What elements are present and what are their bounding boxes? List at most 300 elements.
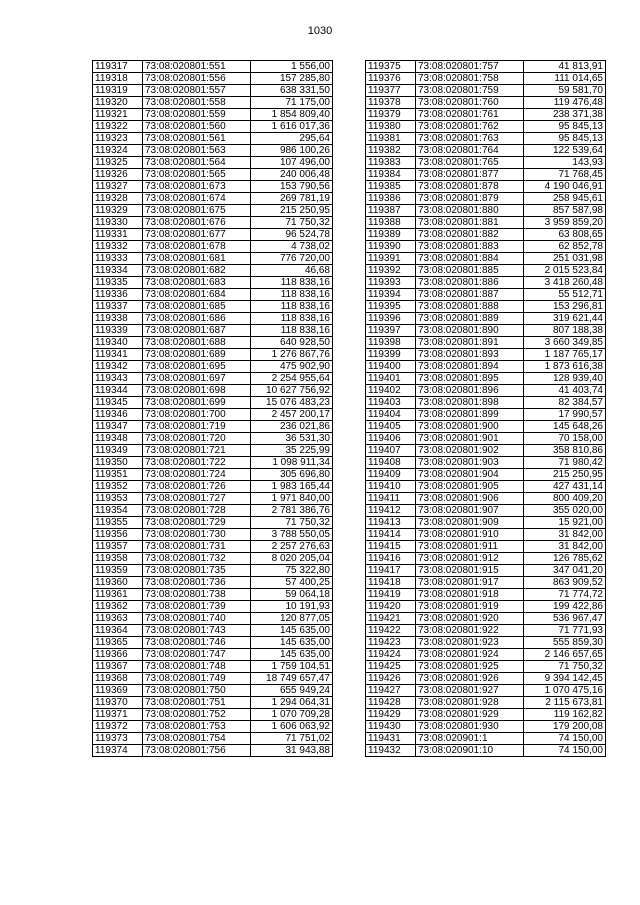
table-row (93, 565, 333, 577)
cadastral-number-cell: 73:08:020801:886 (416, 277, 524, 289)
table-row (93, 97, 333, 109)
table-row (93, 421, 333, 433)
table-row (366, 217, 606, 229)
cadastral-number-cell: 73:08:020801:721 (143, 445, 251, 457)
cadastral-number-cell: 73:08:020801:879 (416, 193, 524, 205)
cadastral-value-cell: 1 854 809,40 (251, 109, 333, 121)
cadastral-number-cell: 73:08:020801:880 (416, 205, 524, 217)
cadastral-number-cell: 73:08:020801:727 (143, 493, 251, 505)
row-number-cell: 119377 (366, 85, 416, 97)
cadastral-number-cell: 73:08:020801:894 (416, 361, 524, 373)
cadastral-value-cell: 1 616 017,36 (251, 121, 333, 133)
table-row (366, 73, 606, 85)
cadastral-value-cell: 70 158,00 (524, 433, 606, 445)
table-row (366, 709, 606, 721)
cadastral-number-cell: 73:08:020801:765 (416, 157, 524, 169)
table-row (366, 553, 606, 565)
cadastral-value-cell: 10 191,93 (251, 601, 333, 613)
cadastral-value-cell: 95 845,13 (524, 121, 606, 133)
cadastral-number-cell: 73:08:020801:761 (416, 109, 524, 121)
row-number-cell: 119421 (366, 613, 416, 625)
cadastral-number-cell: 73:08:020801:758 (416, 73, 524, 85)
table-row (93, 409, 333, 421)
table-row (93, 349, 333, 361)
row-number-cell: 119333 (93, 253, 143, 265)
cadastral-number-cell: 73:08:020801:697 (143, 373, 251, 385)
row-number-cell: 119388 (366, 217, 416, 229)
row-number-cell: 119355 (93, 517, 143, 529)
table-row (93, 301, 333, 313)
table-row (366, 541, 606, 553)
table-row (366, 169, 606, 181)
cadastral-value-cell: 118 838,16 (251, 325, 333, 337)
cadastral-number-cell: 73:08:020801:563 (143, 145, 251, 157)
cadastral-value-cell: 71 750,32 (524, 661, 606, 673)
cadastral-value-cell: 1 098 911,34 (251, 457, 333, 469)
cadastral-value-cell: 17 990,57 (524, 409, 606, 421)
table-row (366, 613, 606, 625)
cadastral-number-cell: 73:08:020801:684 (143, 289, 251, 301)
row-number-cell: 119396 (366, 313, 416, 325)
table-row (366, 733, 606, 745)
table-row (93, 193, 333, 205)
cadastral-value-cell: 74 150,00 (524, 733, 606, 745)
cadastral-number-cell: 73:08:020801:564 (143, 157, 251, 169)
cadastral-number-cell: 73:08:020801:760 (416, 97, 524, 109)
row-number-cell: 119387 (366, 205, 416, 217)
cadastral-value-cell: 358 810,86 (524, 445, 606, 457)
cadastral-value-cell: 15 921,00 (524, 517, 606, 529)
row-number-cell: 119385 (366, 181, 416, 193)
table-row (366, 565, 606, 577)
cadastral-number-cell: 73:08:020801:699 (143, 397, 251, 409)
row-number-cell: 119423 (366, 637, 416, 649)
cadastral-number-cell: 73:08:020801:551 (143, 61, 251, 73)
cadastral-number-cell: 73:08:020801:883 (416, 241, 524, 253)
table-row (93, 673, 333, 685)
cadastral-value-cell: 119 162,82 (524, 709, 606, 721)
cadastral-value-cell: 18 749 657,47 (251, 673, 333, 685)
cadastral-number-cell: 73:08:020801:732 (143, 553, 251, 565)
cadastral-value-cell: 118 838,16 (251, 289, 333, 301)
cadastral-value-cell: 319 621,44 (524, 313, 606, 325)
row-number-cell: 119342 (93, 361, 143, 373)
cadastral-value-table-left (92, 60, 333, 757)
cadastral-value-cell: 238 371,38 (524, 109, 606, 121)
row-number-cell: 119410 (366, 481, 416, 493)
row-number-cell: 119427 (366, 685, 416, 697)
row-number-cell: 119369 (93, 685, 143, 697)
row-number-cell: 119425 (366, 661, 416, 673)
cadastral-value-cell: 31 842,00 (524, 529, 606, 541)
row-number-cell: 119321 (93, 109, 143, 121)
table-row (366, 721, 606, 733)
cadastral-number-cell: 73:08:020801:688 (143, 337, 251, 349)
row-number-cell: 119381 (366, 133, 416, 145)
table-row (93, 649, 333, 661)
cadastral-number-cell: 73:08:020801:682 (143, 265, 251, 277)
cadastral-number-cell: 73:08:020801:912 (416, 553, 524, 565)
row-number-cell: 119336 (93, 289, 143, 301)
row-number-cell: 119328 (93, 193, 143, 205)
table-row (93, 217, 333, 229)
table-row (93, 109, 333, 121)
cadastral-number-cell: 73:08:020801:686 (143, 313, 251, 325)
cadastral-value-cell: 15 076 483,23 (251, 397, 333, 409)
row-number-cell: 119324 (93, 145, 143, 157)
table-row (93, 121, 333, 133)
table-row (93, 373, 333, 385)
cadastral-value-cell: 63 808,65 (524, 229, 606, 241)
cadastral-value-cell: 3 660 349,85 (524, 337, 606, 349)
cadastral-number-cell: 73:08:020801:746 (143, 637, 251, 649)
cadastral-value-cell: 347 041,20 (524, 565, 606, 577)
cadastral-number-cell: 73:08:020801:763 (416, 133, 524, 145)
cadastral-number-cell: 73:08:020801:700 (143, 409, 251, 421)
row-number-cell: 119340 (93, 337, 143, 349)
cadastral-number-cell: 73:08:020801:743 (143, 625, 251, 637)
table-row (366, 445, 606, 457)
table-row (93, 205, 333, 217)
cadastral-number-cell: 73:08:020801:698 (143, 385, 251, 397)
row-number-cell: 119389 (366, 229, 416, 241)
cadastral-value-cell: 9 394 142,45 (524, 673, 606, 685)
table-row (366, 265, 606, 277)
cadastral-value-cell: 35 225,99 (251, 445, 333, 457)
cadastral-number-cell: 73:08:020801:565 (143, 169, 251, 181)
cadastral-number-cell: 73:08:020901:1 (416, 733, 524, 745)
cadastral-value-cell: 31 842,00 (524, 541, 606, 553)
table-row (366, 649, 606, 661)
cadastral-number-cell: 73:08:020801:675 (143, 205, 251, 217)
table-row (93, 289, 333, 301)
cadastral-value-cell: 59 581,70 (524, 85, 606, 97)
table-row (366, 337, 606, 349)
row-number-cell: 119418 (366, 577, 416, 589)
cadastral-value-cell: 145 635,00 (251, 625, 333, 637)
row-number-cell: 119357 (93, 541, 143, 553)
cadastral-value-cell: 857 587,98 (524, 205, 606, 217)
row-number-cell: 119332 (93, 241, 143, 253)
row-number-cell: 119375 (366, 61, 416, 73)
row-number-cell: 119432 (366, 745, 416, 757)
row-number-cell: 119331 (93, 229, 143, 241)
table-row (93, 709, 333, 721)
cadastral-number-cell: 73:08:020801:877 (416, 169, 524, 181)
cadastral-value-cell: 240 006,48 (251, 169, 333, 181)
cadastral-number-cell: 73:08:020801:889 (416, 313, 524, 325)
row-number-cell: 119380 (366, 121, 416, 133)
row-number-cell: 119413 (366, 517, 416, 529)
table-row (93, 685, 333, 697)
cadastral-value-cell: 128 939,40 (524, 373, 606, 385)
cadastral-value-cell: 1 873 616,38 (524, 361, 606, 373)
page-number: 1030 (307, 25, 333, 37)
cadastral-number-cell: 73:08:020801:890 (416, 325, 524, 337)
row-number-cell: 119419 (366, 589, 416, 601)
table-row (366, 685, 606, 697)
table-row (93, 277, 333, 289)
table-row (366, 637, 606, 649)
table-row (366, 277, 606, 289)
cadastral-number-cell: 73:08:020801:895 (416, 373, 524, 385)
row-number-cell: 119384 (366, 169, 416, 181)
cadastral-number-cell: 73:08:020801:753 (143, 721, 251, 733)
cadastral-value-cell: 62 852,78 (524, 241, 606, 253)
cadastral-value-cell: 1 971 840,00 (251, 493, 333, 505)
row-number-cell: 119350 (93, 457, 143, 469)
row-number-cell: 119353 (93, 493, 143, 505)
table-row (93, 589, 333, 601)
cadastral-number-cell: 73:08:020801:561 (143, 133, 251, 145)
cadastral-number-cell: 73:08:020801:764 (416, 145, 524, 157)
row-number-cell: 119337 (93, 301, 143, 313)
cadastral-value-cell: 41 813,91 (524, 61, 606, 73)
row-number-cell: 119325 (93, 157, 143, 169)
cadastral-value-cell: 655 949,24 (251, 685, 333, 697)
cadastral-value-cell: 118 838,16 (251, 301, 333, 313)
cadastral-number-cell: 73:08:020801:749 (143, 673, 251, 685)
cadastral-value-cell: 258 945,61 (524, 193, 606, 205)
row-number-cell: 119358 (93, 553, 143, 565)
row-number-cell: 119354 (93, 505, 143, 517)
cadastral-value-cell: 807 188,38 (524, 325, 606, 337)
cadastral-value-cell: 3 788 550,05 (251, 529, 333, 541)
table-row (93, 325, 333, 337)
row-number-cell: 119386 (366, 193, 416, 205)
table-row (366, 205, 606, 217)
row-number-cell: 119349 (93, 445, 143, 457)
cadastral-number-cell: 73:08:020801:907 (416, 505, 524, 517)
row-number-cell: 119382 (366, 145, 416, 157)
table-row (366, 493, 606, 505)
cadastral-number-cell: 73:08:020801:884 (416, 253, 524, 265)
table-row (93, 733, 333, 745)
cadastral-number-cell: 73:08:020801:893 (416, 349, 524, 361)
table-row (366, 577, 606, 589)
table-row (366, 673, 606, 685)
cadastral-value-cell: 107 496,00 (251, 157, 333, 169)
cadastral-number-cell: 73:08:020801:926 (416, 673, 524, 685)
table-row (93, 745, 333, 757)
row-number-cell: 119347 (93, 421, 143, 433)
cadastral-value-cell: 215 250,95 (524, 469, 606, 481)
row-number-cell: 119343 (93, 373, 143, 385)
row-number-cell: 119318 (93, 73, 143, 85)
cadastral-value-cell: 1 606 063,92 (251, 721, 333, 733)
cadastral-value-cell: 555 859,30 (524, 637, 606, 649)
cadastral-number-cell: 73:08:020801:557 (143, 85, 251, 97)
cadastral-value-cell: 71 771,93 (524, 625, 606, 637)
cadastral-number-cell: 73:08:020801:736 (143, 577, 251, 589)
cadastral-value-cell: 71 980,42 (524, 457, 606, 469)
cadastral-number-cell: 73:08:020801:930 (416, 721, 524, 733)
table-row (93, 721, 333, 733)
cadastral-number-cell: 73:08:020801:891 (416, 337, 524, 349)
cadastral-number-cell: 73:08:020801:919 (416, 601, 524, 613)
cadastral-number-cell: 73:08:020801:888 (416, 301, 524, 313)
row-number-cell: 119394 (366, 289, 416, 301)
table-row (93, 133, 333, 145)
cadastral-value-cell: 10 627 756,92 (251, 385, 333, 397)
cadastral-value-cell: 251 031,98 (524, 253, 606, 265)
table-row (366, 433, 606, 445)
table-row (366, 241, 606, 253)
cadastral-value-cell: 295,64 (251, 133, 333, 145)
table-row (366, 145, 606, 157)
row-number-cell: 119409 (366, 469, 416, 481)
row-number-cell: 119370 (93, 697, 143, 709)
row-number-cell: 119390 (366, 241, 416, 253)
cadastral-number-cell: 73:08:020801:762 (416, 121, 524, 133)
row-number-cell: 119383 (366, 157, 416, 169)
cadastral-value-cell: 638 331,50 (251, 85, 333, 97)
row-number-cell: 119397 (366, 325, 416, 337)
cadastral-number-cell: 73:08:020801:689 (143, 349, 251, 361)
cadastral-value-cell: 475 902,90 (251, 361, 333, 373)
row-number-cell: 119408 (366, 457, 416, 469)
cadastral-number-cell: 73:08:020801:924 (416, 649, 524, 661)
cadastral-value-cell: 3 959 859,20 (524, 217, 606, 229)
row-number-cell: 119322 (93, 121, 143, 133)
table-row (93, 337, 333, 349)
cadastral-number-cell: 73:08:020801:878 (416, 181, 524, 193)
table-row (366, 85, 606, 97)
row-number-cell: 119363 (93, 613, 143, 625)
cadastral-number-cell: 73:08:020801:896 (416, 385, 524, 397)
cadastral-number-cell: 73:08:020801:882 (416, 229, 524, 241)
table-row (93, 697, 333, 709)
cadastral-value-cell: 145 648,26 (524, 421, 606, 433)
cadastral-value-cell: 305 696,80 (251, 469, 333, 481)
cadastral-value-cell: 1 294 064,31 (251, 697, 333, 709)
table-row (366, 745, 606, 757)
table-row (366, 397, 606, 409)
table-row (366, 313, 606, 325)
cadastral-number-cell: 73:08:020801:722 (143, 457, 251, 469)
cadastral-number-cell: 73:08:020801:678 (143, 241, 251, 253)
table-row (366, 409, 606, 421)
table-row (366, 421, 606, 433)
row-number-cell: 119356 (93, 529, 143, 541)
table-row (93, 661, 333, 673)
row-number-cell: 119360 (93, 577, 143, 589)
row-number-cell: 119416 (366, 553, 416, 565)
table-row (93, 505, 333, 517)
row-number-cell: 119373 (93, 733, 143, 745)
row-number-cell: 119374 (93, 745, 143, 757)
cadastral-number-cell: 73:08:020801:739 (143, 601, 251, 613)
cadastral-value-cell: 36 531,30 (251, 433, 333, 445)
cadastral-number-cell: 73:08:020801:673 (143, 181, 251, 193)
table-row (366, 529, 606, 541)
cadastral-number-cell: 73:08:020801:720 (143, 433, 251, 445)
row-number-cell: 119424 (366, 649, 416, 661)
row-number-cell: 119395 (366, 301, 416, 313)
table-row (93, 397, 333, 409)
table-row (366, 697, 606, 709)
table-row (93, 433, 333, 445)
cadastral-number-cell: 73:08:020801:759 (416, 85, 524, 97)
cadastral-value-cell: 95 845,13 (524, 133, 606, 145)
cadastral-value-cell: 71 768,45 (524, 169, 606, 181)
row-number-cell: 119362 (93, 601, 143, 613)
row-number-cell: 119326 (93, 169, 143, 181)
row-number-cell: 119400 (366, 361, 416, 373)
table-row (366, 481, 606, 493)
cadastral-number-cell: 73:08:020801:681 (143, 253, 251, 265)
cadastral-number-cell: 73:08:020801:687 (143, 325, 251, 337)
row-number-cell: 119330 (93, 217, 143, 229)
cadastral-value-cell: 640 928,50 (251, 337, 333, 349)
cadastral-number-cell: 73:08:020801:928 (416, 697, 524, 709)
cadastral-number-cell: 73:08:020801:905 (416, 481, 524, 493)
cadastral-number-cell: 73:08:020801:726 (143, 481, 251, 493)
cadastral-value-cell: 536 967,47 (524, 613, 606, 625)
row-number-cell: 119414 (366, 529, 416, 541)
table-row (366, 97, 606, 109)
cadastral-value-cell: 776 720,00 (251, 253, 333, 265)
cadastral-value-cell: 800 409,20 (524, 493, 606, 505)
cadastral-value-cell: 82 384,57 (524, 397, 606, 409)
cadastral-value-cell: 269 781,19 (251, 193, 333, 205)
table-row (366, 109, 606, 121)
cadastral-value-cell: 75 322,80 (251, 565, 333, 577)
cadastral-number-cell: 73:08:020801:925 (416, 661, 524, 673)
table-row (93, 601, 333, 613)
row-number-cell: 119411 (366, 493, 416, 505)
cadastral-number-cell: 73:08:020801:902 (416, 445, 524, 457)
cadastral-value-cell: 986 100,26 (251, 145, 333, 157)
row-number-cell: 119361 (93, 589, 143, 601)
cadastral-value-cell: 1 983 165,44 (251, 481, 333, 493)
cadastral-number-cell: 73:08:020801:677 (143, 229, 251, 241)
cadastral-number-cell: 73:08:020801:729 (143, 517, 251, 529)
cadastral-value-cell: 2 457 200,17 (251, 409, 333, 421)
cadastral-number-cell: 73:08:020801:559 (143, 109, 251, 121)
row-number-cell: 119365 (93, 637, 143, 649)
cadastral-number-cell: 73:08:020801:695 (143, 361, 251, 373)
table-row (93, 145, 333, 157)
cadastral-value-cell: 41 403,74 (524, 385, 606, 397)
table-row (93, 229, 333, 241)
cadastral-number-cell: 73:08:020801:887 (416, 289, 524, 301)
table-row (366, 385, 606, 397)
table-row (366, 325, 606, 337)
cadastral-number-cell: 73:08:020801:904 (416, 469, 524, 481)
cadastral-value-cell: 2 015 523,84 (524, 265, 606, 277)
row-number-cell: 119372 (93, 721, 143, 733)
row-number-cell: 119344 (93, 385, 143, 397)
row-number-cell: 119351 (93, 469, 143, 481)
cadastral-number-cell: 73:08:020801:911 (416, 541, 524, 553)
cadastral-value-cell: 118 838,16 (251, 277, 333, 289)
cadastral-number-cell: 73:08:020801:915 (416, 565, 524, 577)
cadastral-value-cell: 157 285,80 (251, 73, 333, 85)
cadastral-value-cell: 355 020,00 (524, 505, 606, 517)
table-row (366, 601, 606, 613)
cadastral-number-cell: 73:08:020801:748 (143, 661, 251, 673)
row-number-cell: 119368 (93, 673, 143, 685)
cadastral-value-cell: 71 750,32 (251, 517, 333, 529)
cadastral-value-cell: 143,93 (524, 157, 606, 169)
cadastral-number-cell: 73:08:020801:747 (143, 649, 251, 661)
table-row (93, 385, 333, 397)
cadastral-number-cell: 73:08:020801:754 (143, 733, 251, 745)
row-number-cell: 119341 (93, 349, 143, 361)
table-row (93, 157, 333, 169)
cadastral-number-cell: 73:08:020801:906 (416, 493, 524, 505)
